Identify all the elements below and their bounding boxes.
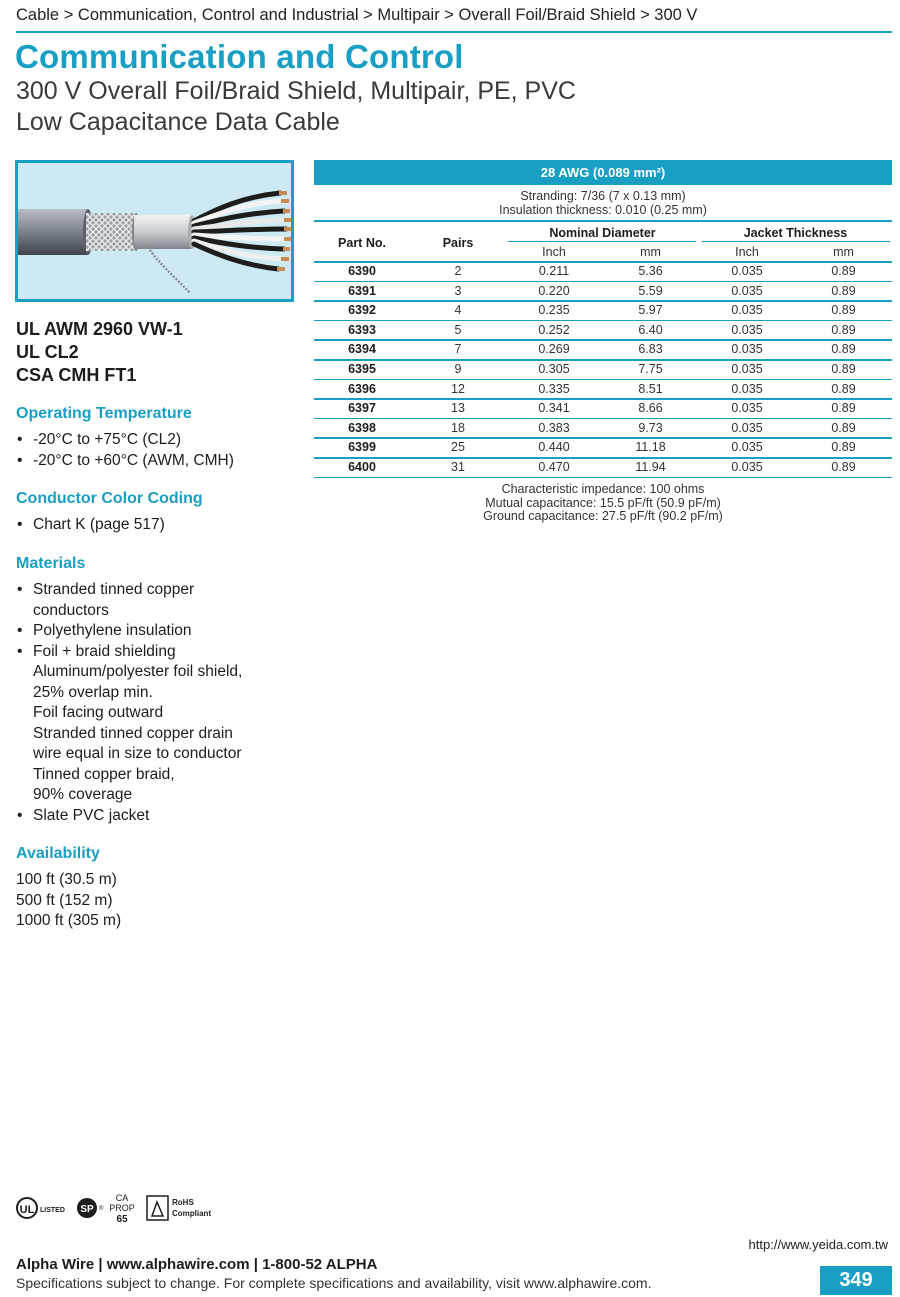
cell-pairs: 31 xyxy=(451,460,465,474)
svg-text:®: ® xyxy=(99,1206,104,1212)
list-item: 100 ft (30.5 m) xyxy=(16,871,117,888)
rohs-line: Compliant xyxy=(172,1209,212,1218)
cell-jacket-inch: 0.035 xyxy=(731,283,763,298)
materials-line: • Stranded tinned copper xyxy=(16,580,242,601)
list-item: 500 ft (152 m) xyxy=(16,891,113,909)
electrical-notes xyxy=(314,483,892,524)
cell-part-no: 6400 xyxy=(348,460,376,474)
cell-pairs: 18 xyxy=(451,420,465,435)
materials-heading: Materials xyxy=(16,555,86,572)
cell-part-no: 6399 xyxy=(348,440,376,455)
note-mutual-capacitance: Mutual capacitance: 15.5 pF/ft (50.9 pF/m) xyxy=(485,495,721,510)
table-row xyxy=(314,321,892,341)
rohs-line: RoHS xyxy=(172,1198,194,1207)
cert-logos-svg xyxy=(15,1190,225,1230)
materials-line: Aluminum/polyester foil shield, xyxy=(33,663,243,680)
cell-part-no: 6393 xyxy=(348,322,376,337)
table-rule xyxy=(314,220,892,222)
cell-diameter-mm: 9.73 xyxy=(638,420,663,435)
list-item: • Chart K (page 517) xyxy=(16,515,165,536)
cell-part-no: 6394 xyxy=(348,342,376,357)
cell-jacket-inch: 0.035 xyxy=(731,401,763,416)
col-pairs: Pairs xyxy=(442,236,474,250)
ca-prop-line: CA xyxy=(115,1193,129,1203)
subtitle-line-1: 300 V Overall Foil/Braid Shield, Multipair, PE, PVC xyxy=(16,77,576,105)
cell-pairs: 4 xyxy=(454,303,462,318)
stranding-info xyxy=(314,190,892,217)
certification-logos xyxy=(15,1190,225,1230)
subtitle-line-2: Low Capacitance Data Cable xyxy=(16,108,340,136)
materials-line: 25% overlap min. xyxy=(33,683,153,701)
cell-part-no: 6398 xyxy=(348,420,376,435)
table-row xyxy=(314,282,892,302)
cell-part-no: 6396 xyxy=(348,381,376,396)
materials-line: conductors xyxy=(33,601,109,619)
list-item: • -20°C to +75°C (CL2) xyxy=(16,430,234,451)
website-link[interactable]: http://www.yeida.com.tw xyxy=(748,1237,888,1252)
page-number: 349 xyxy=(820,1266,892,1295)
cell-pairs: 13 xyxy=(451,401,465,416)
table-row xyxy=(314,419,892,439)
page-title: Communication and Control xyxy=(15,38,464,75)
rohs-compliant-icon xyxy=(147,1196,211,1220)
cell-jacket-mm: 0.89 xyxy=(831,460,856,474)
cell-jacket-mm: 0.89 xyxy=(831,420,856,435)
table-row xyxy=(314,380,892,400)
cell-pairs: 25 xyxy=(451,440,465,455)
cell-diameter-mm: 8.51 xyxy=(638,381,663,396)
cell-diameter-mm: 8.66 xyxy=(638,401,663,416)
cell-jacket-inch: 0.035 xyxy=(731,342,763,357)
cell-pairs: 5 xyxy=(454,322,462,337)
cell-diameter-mm: 7.75 xyxy=(638,362,663,376)
cell-jacket-inch: 0.035 xyxy=(731,264,763,278)
cell-diameter-mm: 5.36 xyxy=(638,264,663,278)
cell-diameter-mm: 5.59 xyxy=(638,283,663,298)
cell-jacket-mm: 0.89 xyxy=(831,322,856,337)
cell-diameter-mm: 6.83 xyxy=(638,342,663,357)
ca-prop-line: 65 xyxy=(116,1214,128,1225)
col-nominal-diameter: Nominal Diameter xyxy=(549,226,656,240)
cell-jacket-mm: 0.89 xyxy=(831,283,856,298)
materials-line: • Slate PVC jacket xyxy=(16,806,242,827)
cell-jacket-inch: 0.035 xyxy=(731,303,763,318)
insulation-text: Insulation thickness: 0.010 (0.25 mm) xyxy=(499,202,707,217)
list-item: • -20°C to +60°C (AWM, CMH) xyxy=(16,451,234,472)
breadcrumb: Cable > Communication, Control and Industrial > Multipair > Overall Foil/Braid Shield > 300 V xyxy=(16,6,698,24)
table-rule xyxy=(508,241,696,242)
row-divider xyxy=(314,477,892,479)
table-row xyxy=(314,340,892,360)
svg-text:SP: SP xyxy=(80,1204,94,1215)
table-row xyxy=(314,458,892,478)
cell-diameter-inch: 0.220 xyxy=(538,283,570,298)
footer-disclaimer: Specifications subject to change. For complete specifications and availability, visit www.alphawire.com. xyxy=(16,1275,652,1291)
ca-prop-line: PROP xyxy=(109,1203,135,1213)
page-subtitle xyxy=(16,76,576,138)
approval-item: UL CL2 xyxy=(16,342,79,362)
table-row xyxy=(314,301,892,321)
cell-jacket-inch: 0.035 xyxy=(731,460,763,474)
table-row xyxy=(314,262,892,282)
cell-jacket-inch: 0.035 xyxy=(731,420,763,435)
cell-jacket-mm: 0.89 xyxy=(831,264,856,278)
approval-item: CSA CMH FT1 xyxy=(16,365,137,385)
unit-mm: mm xyxy=(640,245,661,259)
table-row xyxy=(314,438,892,458)
availability-heading: Availability xyxy=(16,845,100,862)
cell-pairs: 2 xyxy=(454,264,462,278)
cell-pairs: 9 xyxy=(454,362,462,376)
csa-icon xyxy=(77,1198,104,1218)
cell-part-no: 6392 xyxy=(348,303,376,318)
note-impedance: Characteristic impedance: 100 ohms xyxy=(501,482,705,496)
cell-jacket-mm: 0.89 xyxy=(831,401,856,416)
cell-diameter-inch: 0.341 xyxy=(538,401,570,416)
approval-item: UL AWM 2960 VW-1 xyxy=(16,319,183,339)
cell-diameter-inch: 0.305 xyxy=(538,362,570,376)
list-item: 1000 ft (305 m) xyxy=(16,912,122,929)
cell-part-no: 6390 xyxy=(348,264,376,278)
cable-image xyxy=(15,160,294,302)
materials-line: Foil facing outward xyxy=(33,704,164,721)
cell-diameter-inch: 0.211 xyxy=(538,264,570,278)
materials-line: wire equal in size to conductor xyxy=(33,745,242,762)
stranding-text: Stranding: 7/36 (7 x 0.13 mm) xyxy=(520,189,686,203)
cell-pairs: 3 xyxy=(454,283,462,298)
cell-part-no: 6397 xyxy=(348,401,376,416)
cell-diameter-mm: 11.94 xyxy=(635,460,666,474)
color-coding-heading: Conductor Color Coding xyxy=(16,490,203,507)
cell-diameter-mm: 11.18 xyxy=(635,440,666,455)
cell-jacket-mm: 0.89 xyxy=(831,381,856,396)
cell-jacket-inch: 0.035 xyxy=(731,362,763,376)
cell-jacket-inch: 0.035 xyxy=(731,381,763,396)
col-jacket-thickness: Jacket Thickness xyxy=(743,226,848,240)
operating-temperature-heading: Operating Temperature xyxy=(16,405,192,422)
cell-diameter-inch: 0.252 xyxy=(538,322,570,337)
cell-diameter-inch: 0.470 xyxy=(538,460,570,474)
ca-prop-65-icon xyxy=(109,1193,135,1225)
materials-line: 90% coverage xyxy=(33,786,133,803)
materials-list xyxy=(16,580,242,826)
cell-jacket-mm: 0.89 xyxy=(831,342,856,357)
unit-inch: Inch xyxy=(735,245,759,259)
operating-temperature-list xyxy=(16,430,234,471)
footer-contact: Alpha Wire | www.alphawire.com | 1-800-52 ALPHA xyxy=(16,1256,378,1273)
cell-diameter-inch: 0.269 xyxy=(538,342,570,357)
cell-diameter-mm: 5.97 xyxy=(638,303,663,318)
cell-diameter-inch: 0.235 xyxy=(538,303,570,318)
col-part-no: Part No. xyxy=(338,236,386,250)
materials-line: Tinned copper braid, xyxy=(33,765,175,783)
cell-diameter-mm: 6.40 xyxy=(638,322,663,337)
cell-part-no: 6395 xyxy=(348,362,376,376)
cell-jacket-mm: 0.89 xyxy=(831,303,856,318)
ul-listed-icon xyxy=(17,1198,65,1218)
cell-diameter-inch: 0.383 xyxy=(538,420,570,435)
header-rule xyxy=(16,31,892,33)
unit-mm: mm xyxy=(833,245,854,259)
unit-inch: Inch xyxy=(542,245,566,259)
cell-jacket-inch: 0.035 xyxy=(731,322,763,337)
cell-pairs: 7 xyxy=(454,342,462,357)
table-row xyxy=(314,399,892,419)
approvals xyxy=(16,318,183,387)
table-rule xyxy=(702,241,890,242)
cell-diameter-inch: 0.335 xyxy=(538,381,570,396)
materials-line: • Foil + braid shielding xyxy=(16,642,242,663)
table-row xyxy=(314,360,892,380)
color-coding-list xyxy=(16,515,165,536)
cable-illustration xyxy=(18,163,291,299)
ul-listed-text: LISTED xyxy=(40,1207,65,1214)
cell-pairs: 12 xyxy=(451,381,465,396)
cell-jacket-inch: 0.035 xyxy=(731,440,763,455)
materials-line: • Polyethylene insulation xyxy=(16,621,242,642)
cell-jacket-mm: 0.89 xyxy=(831,440,856,455)
note-ground-capacitance: Ground capacitance: 27.5 pF/ft (90.2 pF/m) xyxy=(483,509,723,524)
awg-header: 28 AWG (0.089 mm²) xyxy=(314,160,892,185)
availability-list xyxy=(16,870,121,932)
cell-part-no: 6391 xyxy=(348,283,376,298)
cell-diameter-inch: 0.440 xyxy=(538,440,570,455)
materials-line: Stranded tinned copper drain xyxy=(33,724,233,742)
svg-text:UL: UL xyxy=(19,1204,35,1216)
cell-jacket-mm: 0.89 xyxy=(831,362,856,376)
